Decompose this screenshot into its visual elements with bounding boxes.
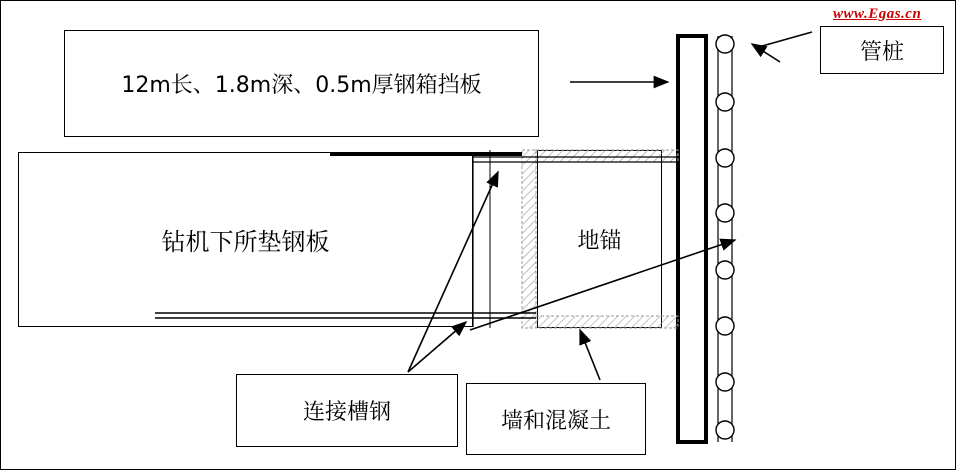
leader-arrow-pipe-pile <box>752 44 780 62</box>
leader-line-pipe-pile <box>755 32 812 48</box>
label-connecting-channel-steel: 连接槽钢 <box>302 400 391 425</box>
label-drill-base-plate: 钻机下所垫钢板 <box>161 228 330 256</box>
label-ground-anchor: 地锚 <box>577 228 622 254</box>
shape-retaining-wall <box>678 36 706 442</box>
leader-arrow-channel-top <box>408 172 498 372</box>
label-pipe-pile: 管桩 <box>859 39 904 65</box>
label-steel-box-baffle: 12m长、1.8m深、0.5m厚钢箱挡板 <box>121 73 482 98</box>
leader-arrow-channel-bottom <box>408 322 466 372</box>
pipe-pile-circles <box>716 35 734 439</box>
label-wall-and-concrete: 墙和混凝土 <box>500 408 611 434</box>
leader-arrow-wall-concrete <box>580 330 600 380</box>
shape-wall-concrete-hatch <box>522 150 678 328</box>
watermark-text: www.Egas.cn <box>833 6 922 22</box>
